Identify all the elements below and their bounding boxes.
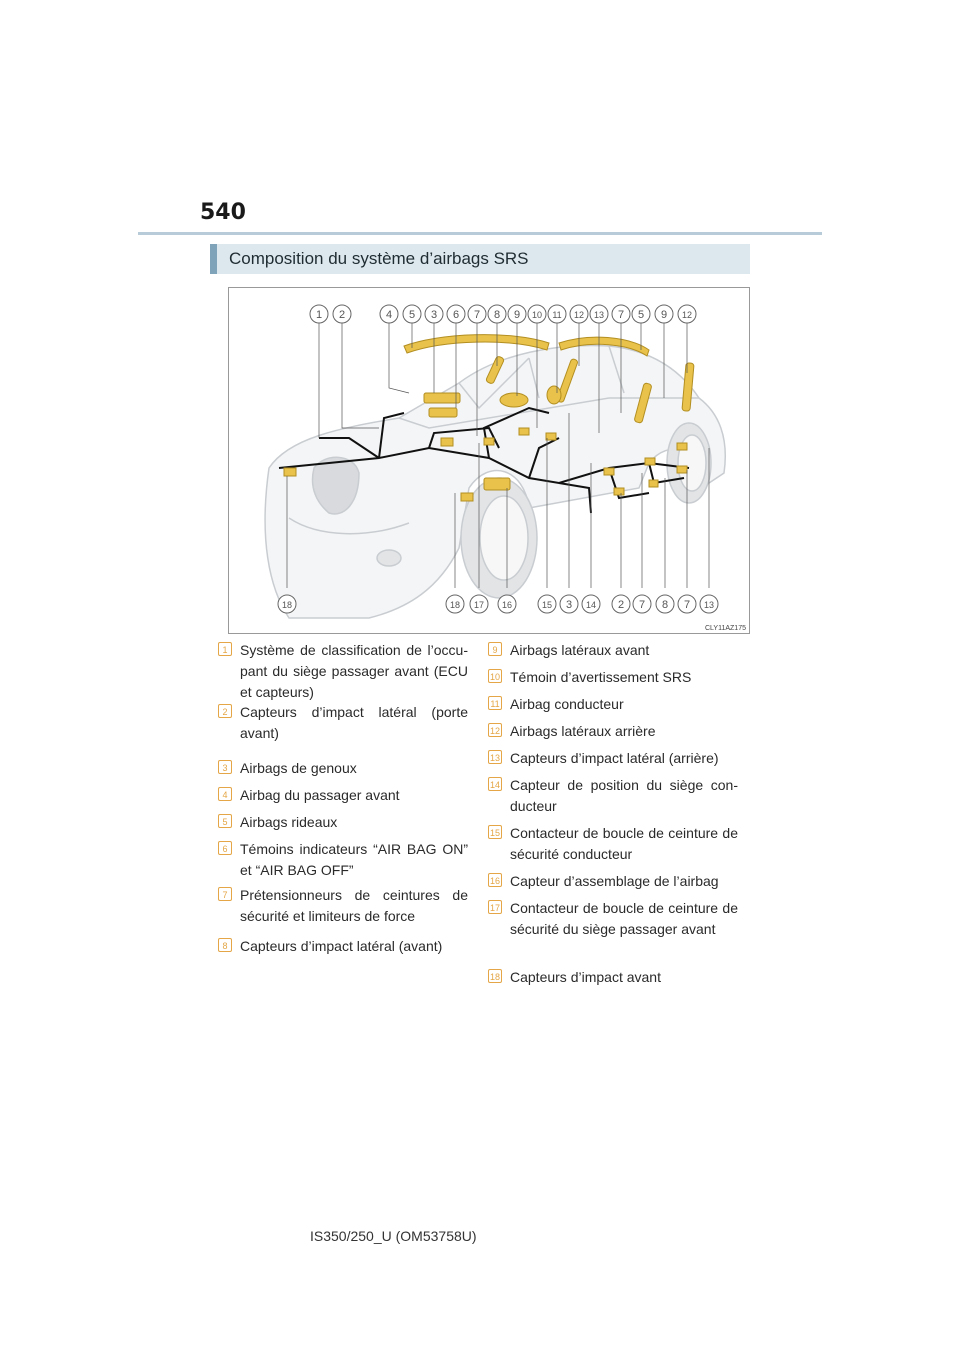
- svg-text:8: 8: [493, 309, 501, 321]
- legend-number-badge: 11: [488, 696, 502, 710]
- callout-15: [538, 595, 556, 613]
- figure-code: CLY11AZ175: [705, 625, 746, 632]
- legend-number-badge: 6: [218, 841, 232, 855]
- svg-text:1: 1: [315, 309, 323, 321]
- legend-text: Capteurs d’impact latéral (avant): [240, 938, 443, 954]
- legend-number-badge: 3: [218, 760, 232, 774]
- callout-7: [468, 305, 486, 323]
- legend-number-badge: 17: [488, 900, 502, 914]
- callout-7: [678, 595, 696, 613]
- svg-text:2: 2: [338, 309, 346, 321]
- svg-text:11: 11: [552, 310, 562, 320]
- svg-text:2: 2: [617, 599, 625, 611]
- legend-text: Airbag conducteur: [510, 696, 624, 712]
- svg-text:9: 9: [513, 309, 521, 321]
- svg-text:18: 18: [449, 600, 461, 610]
- callout-12: [678, 305, 696, 323]
- callout-12: [570, 305, 588, 323]
- legend-number-badge: 16: [488, 873, 502, 887]
- legend-number-badge: 5: [218, 814, 232, 828]
- legend-number-badge: 15: [488, 825, 502, 839]
- svg-text:16: 16: [501, 600, 513, 610]
- legend-text: Contacteur de boucle de ceinture de sécurité conducteur: [510, 825, 738, 862]
- svg-text:13: 13: [593, 310, 605, 320]
- svg-text:7: 7: [683, 599, 691, 611]
- callout-4: [380, 305, 398, 323]
- legend-number-badge: 18: [488, 969, 502, 983]
- legend-text: Capteurs d’impact latéral (arrière): [510, 750, 719, 766]
- legend-text: Capteur d’assemblage de l’airbag: [510, 873, 719, 889]
- callouts-top: [310, 305, 696, 323]
- callout-5: [403, 305, 421, 323]
- svg-text:7: 7: [638, 599, 646, 611]
- legend-number-badge: 7: [218, 887, 232, 901]
- legend-text: Système de classification de l’occu-pant du siège passager avant (ECU et capteurs): [240, 642, 468, 700]
- car-illustration: [229, 288, 751, 635]
- svg-text:7: 7: [473, 309, 481, 321]
- callout-8: [488, 305, 506, 323]
- legend-text: Airbags latéraux avant: [510, 642, 650, 658]
- callout-16: [498, 595, 516, 613]
- legend-number-badge: 12: [488, 723, 502, 737]
- svg-text:9: 9: [660, 309, 668, 321]
- page-number: 540: [200, 200, 246, 225]
- legend-text: Airbags latéraux arrière: [510, 723, 656, 739]
- legend-text: Témoin d’avertissement SRS: [510, 669, 692, 685]
- legend-text: Capteurs d’impact latéral (porte avant): [240, 704, 468, 741]
- header-rule: [138, 232, 822, 235]
- legend-number-badge: 4: [218, 787, 232, 801]
- svg-text:6: 6: [452, 309, 460, 321]
- svg-text:5: 5: [408, 309, 416, 321]
- svg-text:13: 13: [703, 600, 715, 610]
- callout-2: [612, 595, 630, 613]
- callout-5: [632, 305, 650, 323]
- callout-17: [470, 595, 488, 613]
- svg-text:12: 12: [681, 310, 693, 320]
- legend-number-badge: 14: [488, 777, 502, 791]
- svg-text:18: 18: [281, 600, 293, 610]
- legend-number-badge: 2: [218, 704, 232, 718]
- legend-text: Capteurs d’impact avant: [510, 969, 661, 985]
- callout-6: [447, 305, 465, 323]
- svg-text:4: 4: [385, 309, 393, 321]
- callout-1: [310, 305, 328, 323]
- callout-7: [633, 595, 651, 613]
- callout-3: [425, 305, 443, 323]
- callout-10: [528, 305, 546, 323]
- svg-text:3: 3: [430, 309, 438, 321]
- svg-text:7: 7: [617, 309, 625, 321]
- svg-text:8: 8: [661, 599, 669, 611]
- svg-text:12: 12: [573, 310, 585, 320]
- legend-text: Contacteur de boucle de ceinture de sécurité du siège passager avant: [510, 900, 738, 937]
- callout-18: [278, 595, 296, 613]
- callout-7: [612, 305, 630, 323]
- callout-2: [333, 305, 351, 323]
- airbag-system-figure: [228, 287, 750, 634]
- callout-11: [548, 305, 566, 323]
- legend-number-badge: 8: [218, 938, 232, 952]
- callout-3: [560, 595, 578, 613]
- callout-8: [656, 595, 674, 613]
- svg-text:14: 14: [585, 600, 597, 610]
- legend-number-badge: 1: [218, 642, 232, 656]
- svg-text:5: 5: [637, 309, 645, 321]
- legend-text: Prétensionneurs de ceintures de sécurité et limiteurs de force: [240, 887, 468, 924]
- legend-number-badge: 9: [488, 642, 502, 656]
- legend-number-badge: 13: [488, 750, 502, 764]
- callout-18: [446, 595, 464, 613]
- legend-text: Témoins indicateurs “AIR BAG ON” et “AIR BAG OFF”: [240, 841, 468, 878]
- callout-9: [655, 305, 673, 323]
- legend-text: Airbags de genoux: [240, 760, 357, 776]
- callout-13: [590, 305, 608, 323]
- section-title: Composition du système d’airbags SRS: [229, 249, 529, 268]
- page-footer: IS350/250_U (OM53758U): [310, 1228, 477, 1244]
- legend-text: Capteur de position du siège con-ducteur: [510, 777, 738, 814]
- svg-text:3: 3: [565, 599, 573, 611]
- callout-9: [508, 305, 526, 323]
- callout-13: [700, 595, 718, 613]
- svg-text:10: 10: [531, 310, 543, 320]
- callout-14: [582, 595, 600, 613]
- legend-text: Airbag du passager avant: [240, 787, 400, 803]
- svg-text:15: 15: [541, 600, 553, 610]
- svg-text:17: 17: [473, 600, 485, 610]
- legend-number-badge: 10: [488, 669, 502, 683]
- legend-text: Airbags rideaux: [240, 814, 338, 830]
- section-header: [210, 244, 750, 274]
